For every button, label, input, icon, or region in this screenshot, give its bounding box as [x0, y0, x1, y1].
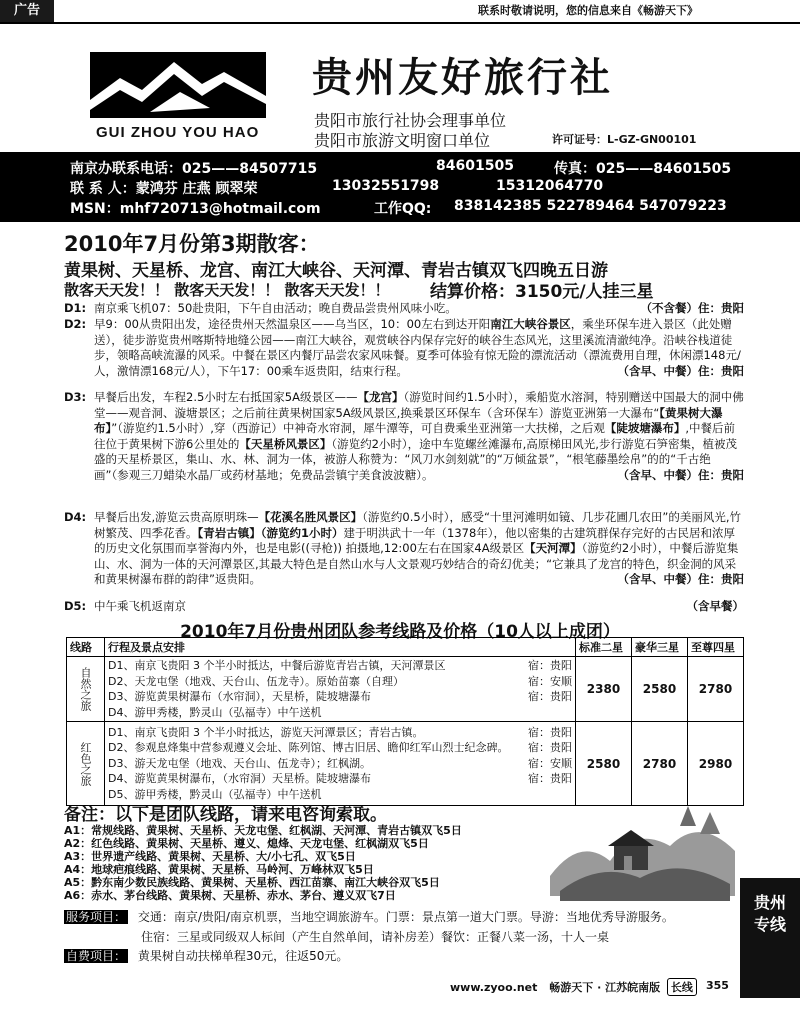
logo-name: GUI ZHOU YOU HAO: [96, 124, 260, 141]
agency-name: 贵州友好旅行社: [312, 54, 613, 101]
scenic-name: 【黄果树大瀑布】: [94, 405, 723, 435]
office-phone-2: 84601505: [436, 158, 514, 174]
route-days: [105, 657, 576, 722]
scenic-name: 【花溪名胜风景区】: [258, 510, 363, 524]
stay: 宿：贵阳: [528, 690, 572, 703]
license-number: 许可证号：L-GZ-GN00101: [552, 133, 697, 146]
day-item: D4、游览黄果树瀑布，（水帘洞）天星桥。陡坡塘瀑布: [108, 772, 371, 786]
side-tab: [740, 878, 800, 998]
col-header: 行程及景点安排: [105, 638, 576, 657]
ad-label: 广告: [0, 0, 54, 22]
price-3star: 2780: [632, 722, 688, 806]
contact-persons: 联 系 人：蒙鸿芬 庄燕 顾翠荣: [70, 181, 258, 197]
stay: 宿：安顺: [528, 674, 572, 688]
agency-subtitle-2: 贵阳市旅游文明窗口单位: [314, 131, 491, 150]
day-text: 建于明洪武十一年（1378年），他以密集的古建筑群保存完好的古民居和浓厚的历史文化氛围而享誉海内外，也是电影((寻枪)) 拍摄地,12:00左右在国家4A级景区: [94, 525, 736, 555]
day-item: D2、参观息烽集中营参观遵义会址、陈列馆、博古旧居、瞻仰红军山烈士纪念碑。: [108, 741, 509, 755]
side-tab-line-2: 专线: [753, 915, 786, 934]
mountain-logo-icon: [90, 52, 266, 118]
day-text: 中午乘飞机返南京: [94, 599, 186, 613]
service-row-3: [64, 947, 348, 964]
day-item: D3、游天龙屯堡（地戏、天台山、伍龙寺）；红枫湖。: [108, 756, 371, 770]
footer: [450, 978, 700, 996]
top-rule: [0, 22, 800, 24]
tour-price: 结算价格：3150元/人挂三星: [430, 282, 654, 302]
day-text: 南京乘飞机07：50赴贵阳，下午自由活动；晚自费品尝贵州风味小吃。: [94, 301, 457, 315]
note-item: A6：赤水、茅台线路、黄果树、天星桥、赤水、茅台、遵义双飞7日: [64, 889, 396, 902]
footer-site: www.zyoo.net: [450, 981, 538, 994]
stay: 宿：贵阳: [528, 659, 572, 672]
table-row: [67, 657, 744, 722]
day-label: D5:: [64, 599, 87, 613]
day-meal: （不含餐）住：贵阳: [640, 301, 744, 315]
itinerary-day-2: [64, 317, 744, 379]
note-item: A1：常规线路、黄果树、天星桥、天龙屯堡、红枫湖、天河潭、青岩古镇双飞5日: [64, 824, 462, 837]
table-header-row: [67, 638, 744, 657]
landscape-photo-icon: [540, 806, 740, 901]
tour-heading: 2010年7月份第3期散客：: [64, 232, 320, 256]
source-note: 联系时敬请说明，您的信息来自《畅游天下》: [478, 4, 698, 17]
scenic-name: 【龙宫】: [357, 390, 404, 404]
tour-route: 黄果树、天星桥、龙宫、南江大峡谷、天河潭、青岩古镇双飞四晚五日游: [64, 261, 608, 281]
day-text: 早餐后出发，车程2.5小时左右抵国家5A级景区——: [94, 390, 358, 404]
qq-label: 工作QQ:: [374, 201, 432, 217]
visit-duration: （游览约1小时）: [260, 525, 344, 540]
itinerary-day-1: [64, 301, 744, 317]
table-row: [67, 722, 744, 806]
route-name: 红色之旅: [67, 722, 105, 806]
day-text: ，乘坐环保车进入景区（此处赠送），徒步游览贵州喀斯特地缝公园——南江大峡谷，观赏峡谷内保存完好的峡谷生态风光，这里溪流清澈纯净。沿峡谷栈道徒步，领略高峡流瀑的风采。中餐在景区内餐厅品尝农家风味餐。夏季可体验有惊无险的漂流活动（漂流费用自理，休闲漂148元/人，激情漂168元/人），下午17：00乘车返贵阳，结束行程。: [94, 317, 741, 378]
self-pay-label: 自费项目：: [66, 949, 127, 963]
day-text: 早9：00从贵阳出发，途径贵州天然温泉区——乌当区，10：00左右到达开阳: [94, 317, 491, 331]
day-label: D3:: [64, 390, 87, 404]
scenic-name: 【青岩古镇】: [197, 525, 261, 540]
stay: 宿：贵阳: [528, 725, 572, 739]
mobile-1: 13032551798: [332, 178, 440, 194]
day-item: D5、游甲秀楼，黔灵山（弘福寺）中午送机: [108, 787, 322, 801]
page-number: 355: [706, 979, 729, 992]
scenic-name: 【天星桥风景区】: [239, 436, 332, 451]
stay: 宿：安顺: [528, 756, 572, 770]
note-item: A4：地球疤痕线路、黄果树、天星桥、马岭河、万峰林双飞5日: [64, 863, 374, 876]
col-header: 线路: [67, 638, 105, 657]
route-days: [105, 722, 576, 806]
stay: 宿：贵阳: [528, 741, 572, 755]
col-header: 标准二星: [576, 638, 632, 657]
fax-number: 传真：025——84601505: [554, 161, 732, 177]
day-label: D2:: [64, 317, 87, 331]
day-item: D2、天龙屯堡（地戏、天台山、伍龙寺）。原始苗寨（自理）: [108, 674, 404, 688]
day-text: 早餐后出发,游览云贵高原明珠—: [94, 510, 259, 524]
price-3star: 2580: [632, 657, 688, 722]
day-text: （游览时间约1.5小时），乘船览水溶洞，特别赠送中国最大的洞中佛堂——观音洞、漩塘景区；之后前往黄果树国家5A级风景区,换乘景区环保车（含环保车）游览亚洲第一大瀑布“: [94, 390, 744, 420]
price-4star: 2780: [688, 657, 744, 722]
day-label: D1:: [64, 301, 87, 315]
itinerary-day-3: [64, 390, 744, 483]
col-header: 至尊四星: [688, 638, 744, 657]
day-item: D4、游甲秀楼，黔灵山（弘福寺）中午送机: [108, 705, 322, 719]
agency-subtitle-1: 贵阳市旅行社协会理事单位: [314, 111, 507, 130]
side-tab-line-1: 贵州: [753, 893, 786, 912]
msn-account: MSN：mhf720713@hotmail.com: [70, 201, 321, 217]
office-phone: 南京办联系电话：025——84507715: [70, 161, 318, 177]
scenic-name: 【天河潭】: [524, 541, 582, 555]
contact-bar: [0, 152, 800, 222]
service-label: 服务项目：: [66, 910, 127, 924]
day-text: ”（游览约1.5小时）,穿（西游记）中神奇水帘洞，犀牛潭等，可自费乘坐亚洲第一大扶梯，之后观: [111, 421, 605, 435]
service-line-2: 住宿：三星或同级双人标间（产生自然单间，请补房差）餐饮：正餐八菜一汤，十人一桌: [141, 930, 610, 944]
day-meal: （含早餐）: [686, 599, 744, 613]
day-item: D3、游览黄果树瀑布（水帘洞），天星桥，陡坡塘瀑布: [108, 690, 371, 703]
tour-daily: 散客天天发！！ 散客天天发！！ 散客天天发！！: [64, 281, 390, 299]
price-2star: 2580: [576, 722, 632, 806]
route-name: 自然之旅: [67, 657, 105, 722]
service-line-1: 交通：南京/贵阳/南京机票，当地空调旅游车。门票：景点第一道大门票。导游：当地优秀导游服务。: [137, 910, 674, 924]
price-4star: 2980: [688, 722, 744, 806]
self-pay-text: 黄果树自动扶梯单程30元，往返50元。: [137, 949, 349, 963]
day-text: （游览约2小时），途中车览螺丝滩瀑布,高原梯田风光,步行游览石笋密集，植被茂盛的天星桥景区，集山、水、林、洞为一体，被游人称赞为：“风刀水剑刻就”的“万倾盆景”，“根笔藤墨绘帛”的的“千古绝画”（参观三刀蜡染水晶厂或药材基地；免费品尝镇宁美食波波糖）。: [94, 436, 737, 482]
price-2star: 2380: [576, 657, 632, 722]
qq-numbers: 838142385 522789464 547079223: [454, 198, 727, 214]
col-header: 豪华三星: [632, 638, 688, 657]
footer-tag: 长线: [667, 978, 697, 996]
day-item: D1、南京飞贵阳 3 个半小时抵达，游览天河潭景区；青岩古镇。: [108, 725, 424, 739]
price-table-title: 2010年7月份贵州团队参考线路及价格（10人以上成团）: [180, 622, 620, 642]
day-text: （游览约2小时），中餐后游览集山、水、洞为一体的天河潭景区,其最大特色是自然山水与人文景观巧妙结合的奇幻优美；“它兼具了龙宫的特色，织金洞的风采和黄果树瀑布群的韵律”返贵阳。: [94, 541, 739, 586]
day-meal: （含早、中餐）住：贵阳: [617, 363, 744, 378]
note-item: A5：黔东南少数民族线路、黄果树、天星桥、西江苗寨、南江大峡谷双飞5日: [64, 876, 440, 889]
service-row-1: [64, 908, 674, 925]
mobile-2: 15312064770: [496, 178, 604, 194]
day-text: ,中餐后前往位于黄果树下游6公里处的: [94, 421, 736, 451]
day-label: D4:: [64, 510, 87, 524]
day-text: （游览约0.5小时），感受“十里河滩明如镜、几步花圃几农田”的美丽风光,竹树繁茂、四季花香。: [94, 510, 742, 540]
day-meal: （含早、中餐）住：贵阳: [617, 467, 744, 482]
day-meal: （含早、中餐）住：贵阳: [617, 572, 744, 586]
scenic-name: 【陡坡塘瀑布】: [604, 421, 686, 435]
note-item: A3：世界遗产线路、黄果树、天星桥、大/小七孔、双飞5日: [64, 850, 356, 863]
stay: 宿：贵阳: [528, 772, 572, 786]
scenic-name: 南江大峡谷景区: [490, 317, 571, 331]
itinerary-day-4: [64, 510, 744, 588]
notes-title: 备注：以下是团队线路，请来电咨询索取。: [64, 805, 387, 825]
itinerary-day-5: [64, 599, 744, 615]
day-item: D1、南京飞贵阳 3 个半小时抵达，中餐后游览青岩古镇，天河潭景区: [108, 659, 446, 672]
price-table: [66, 637, 744, 806]
note-item: A2：红色线路、黄果树、天星桥、遵义、熄烽、天龙屯堡、红枫湖双飞5日: [64, 837, 429, 850]
footer-brand: 畅游天下 · 江苏皖南版: [549, 981, 661, 994]
